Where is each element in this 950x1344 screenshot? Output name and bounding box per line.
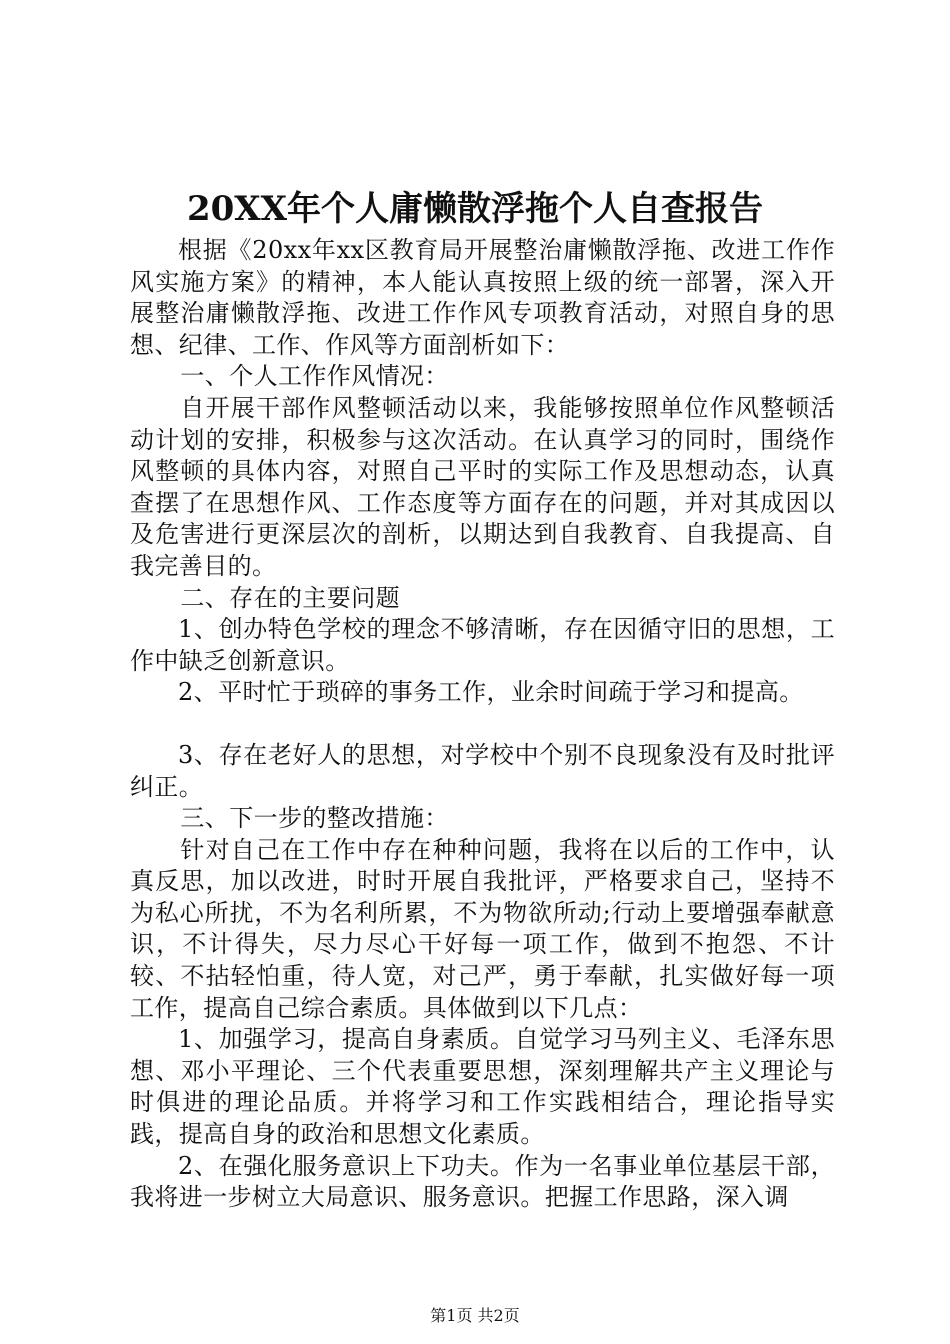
document-body bbox=[130, 235, 835, 1214]
section-heading-3: 三、下一步的整改措施： bbox=[180, 804, 449, 833]
problem-item-2: 2、平时忙于琐碎的事务工作，业余时间疏于学习和提高。 bbox=[178, 678, 804, 707]
paragraph-measures: 针对自己在工作中存在种种问题，我将在以后的工作中，认真反思，加以改进，时时开展自我批评，严格要求自己，坚持不为私心所扰，不为名利所累，不为物欲所动;行动上要增强奉献意识，不计得失，尽力尽心干好每一项工作，做到不抱怨、不计较、不拈轻怕重，待人宽，对己严，勇于奉献，扎实做好每一项工作，提高自己综合素质。具体做到以下几点： bbox=[130, 835, 835, 1022]
problem-item-3: 3、存在老好人的思想，对学校中个别不良现象没有及时批评纠正。 bbox=[130, 740, 835, 801]
paragraph-work-style: 自开展干部作风整顿活动以来，我能够按照单位作风整顿活动计划的安排，积极参与这次活动。在认真学习的同时，围绕作风整顿的具体内容，对照自己平时的实际工作及思想动态，认真查摆了在思想作风、工作态度等方面存在的问题，并对其成因以及危害进行更深层次的剖析，以期达到自我教育、自我提高、自我完善目的。 bbox=[130, 393, 835, 580]
section-heading-2: 二、存在的主要问题 bbox=[180, 583, 400, 612]
measure-item-2: 2、在强化服务意识上下功夫。作为一名事业单位基层干部，我将进一步树立大局意识、服务意识。把握工作思路，深入调 bbox=[130, 1151, 835, 1212]
page-footer: 第1页 共2页 bbox=[430, 1306, 520, 1325]
problem-item-1: 1、创办特色学校的理念不够清晰，存在因循守旧的思想，工作中缺乏创新意识。 bbox=[130, 615, 835, 675]
section-heading-1: 一、个人工作作风情况： bbox=[180, 362, 449, 391]
document-title: 20XX年个人庸懒散浮拖个人自查报告 bbox=[186, 189, 764, 229]
measure-item-1: 1、加强学习，提高自身素质。自觉学习马列主义、毛泽东思想、邓小平理论、三个代表重要思想，深刻理解共产主义理论与时俱进的理论品质。并将学习和工作实践相结合，理论指导实践，提高自身的政治和思想文化素质。 bbox=[130, 1025, 835, 1149]
paragraph-intro: 根据《20xx年xx区教育局开展整治庸懒散浮拖、改进工作作风实施方案》的精神，本人能认真按照上级的统一部署，深入开展整治庸懒散浮拖、改进工作作风专项教育活动，对照自身的思想、纪律、工作、作风等方面剖析如下： bbox=[130, 236, 835, 359]
